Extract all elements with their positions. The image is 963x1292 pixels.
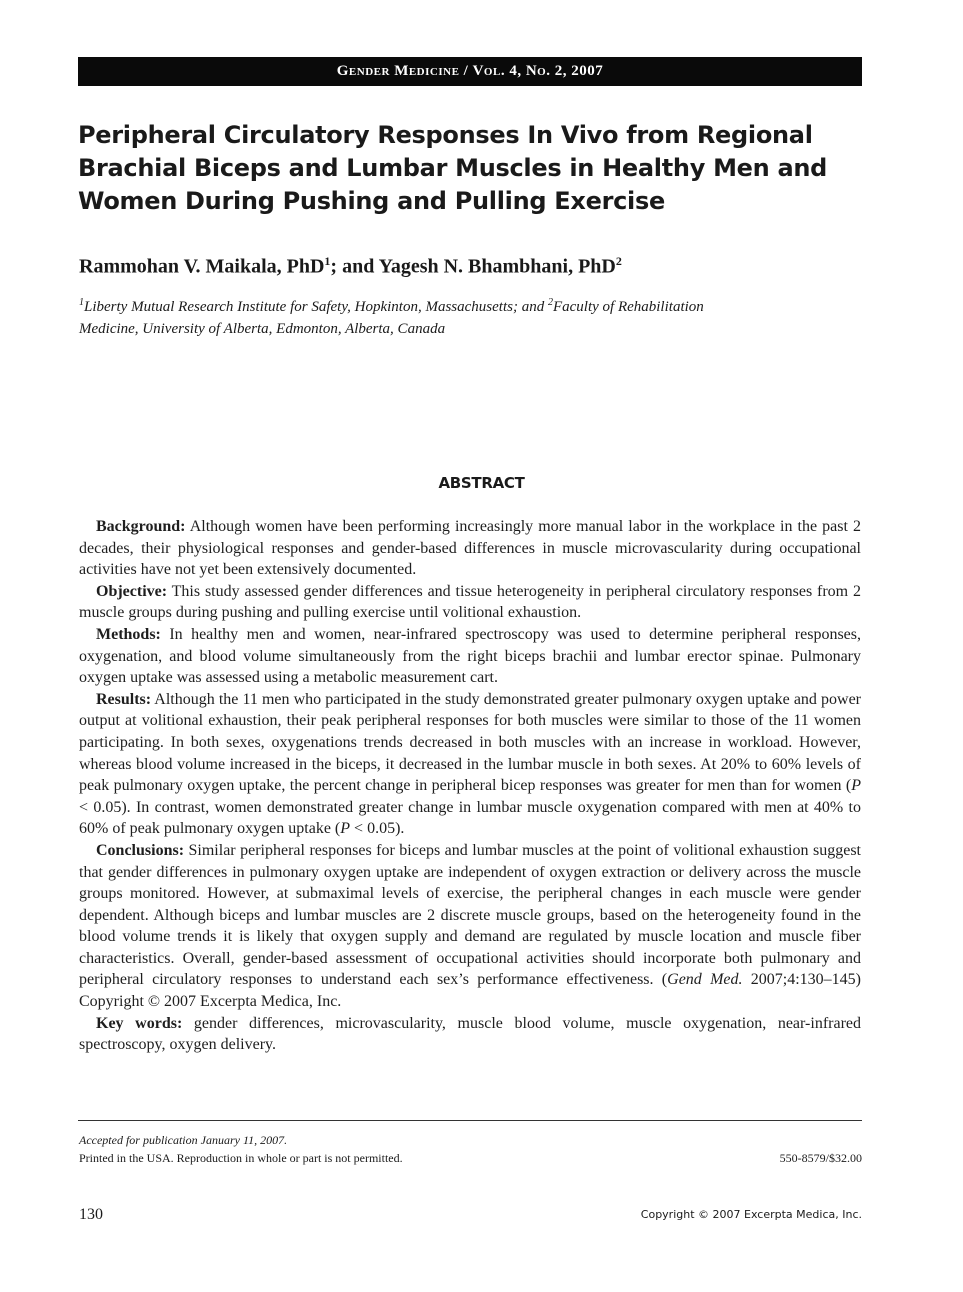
section-label: Objective: <box>96 582 168 600</box>
author-2: ; and Yagesh N. Bhambhani, PhD <box>330 255 616 278</box>
footer-divider <box>78 1120 862 1121</box>
section-text: gender differences, microvascularity, muscle blood volume, muscle oxygenation, near-infrared spectroscopy, oxygen delivery. <box>79 1014 862 1054</box>
author-1: Rammohan V. Maikala, PhD <box>79 255 325 278</box>
issn-price-code: 550-8579/$32.00 <box>779 1151 862 1165</box>
section-text: Although women have been performing increasingly more manual labor in the workplace in the past 2 decades, their physiological responses and gender-based differences in muscle microvascularity during occupational activities have not yet been extensively documented. <box>79 518 861 579</box>
section-text: This study assessed gender differences and tissue heterogeneity in peripheral circulatory responses from 2 muscle groups during pushing and pulling exercise until volitional exhaustion. <box>79 582 861 622</box>
affiliation-1-text: Liberty Mutual Research Institute for Safety, Hopkinton, Massachusetts; and <box>84 299 548 315</box>
author-list <box>79 254 622 279</box>
journal-header-bar: Gender Medicine / Vol. 4, No. 2, 2007 <box>78 57 862 86</box>
section-label: Conclusions: <box>96 841 185 859</box>
affiliation-line-2: Medicine, University of Alberta, Edmonton, Alberta, Canada <box>79 321 446 337</box>
abstract-conclusions <box>79 840 861 1013</box>
abstract-body <box>79 516 861 1056</box>
section-label: Results: <box>96 690 152 708</box>
citation-journal: Gend Med. <box>667 971 743 989</box>
page-number: 130 <box>79 1206 103 1223</box>
author-1-affiliation-mark: 1 <box>324 254 331 268</box>
journal-name: Gender Medicine <box>336 63 460 79</box>
abstract-heading: ABSTRACT <box>438 474 525 492</box>
footer-copyright: Copyright © 2007 Excerpta Medica, Inc. <box>640 1208 862 1221</box>
abstract-background <box>79 516 861 581</box>
section-text: < 0.05). <box>350 820 405 838</box>
abstract-methods <box>79 624 861 689</box>
section-label: Background: <box>96 518 186 535</box>
section-label: Key words: <box>96 1014 183 1032</box>
section-text: < 0.05). In contrast, women demonstrated greater change in lumbar muscle oxygenation compared with men at 40% to 60% of peak pulmonary oxygen uptake ( <box>79 798 861 838</box>
section-text: In healthy men and women, near-infrared spectroscopy was used to determine peripheral responses, oxygenation, and blood volume simultaneously from the right biceps brachii and lumbar erector spinae. Pulmonary oxygen uptake was assessed using a metabolic measurement cart. <box>79 625 861 687</box>
p-value-symbol: P <box>340 820 351 838</box>
print-notice: Printed in the USA. Reproduction in whole or part is not permitted. <box>79 1151 403 1165</box>
affiliation-mark-2: 2 <box>547 297 553 308</box>
journal-volume: Vol. 4, No. 2, 2007 <box>472 63 604 79</box>
abstract-results <box>79 689 861 840</box>
title-line: Peripheral Circulatory Responses In Vivo from Regional <box>78 121 813 149</box>
section-text: Similar peripheral responses for biceps and lumbar muscles at the point of volitional exhaustion suggest that gender differences in pulmonary oxygen uptake are independent of oxygen extraction or delivery across the muscle groups monitored. However, at submaximal levels of exercise, the peripheral changes in each muscle were gender dependent. Although biceps and lumbar muscles are 2 discrete muscle groups, based on the heterogeneity found in the blood volume trends it is likely that oxygen supply and demand are regulated by muscle location and muscle fiber characteristics. Overall, gender-based assessment of occupational activities should incorporate both pulmonary and peripheral circulatory responses to understand each sex’s performance effectiveness. ( <box>79 841 861 989</box>
affiliations <box>79 292 869 340</box>
section-label: Methods: <box>96 625 161 643</box>
affiliation-mark-1: 1 <box>79 297 84 308</box>
title-line: Women During Pushing and Pulling Exercise <box>78 187 665 215</box>
section-text: 2007;4:130–145) Copyright © 2007 Excerpta Medica, Inc. <box>79 971 861 1011</box>
section-text: Although the 11 men who participated in the study demonstrated greater pulmonary oxygen uptake and power output at volitional exhaustion, their peak peripheral responses for both muscles were similar to those of the 11 women participating. In both sexes, oxygenations trends decreased in both muscles with an increase in workload. However, whereas blood volume increased in the biceps, it decreased in the lumbar muscle in both sexes. At 20% to 60% levels of peak pulmonary oxygen uptake, the percent change in peripheral bicep responses was greater for men than for women ( <box>79 690 861 795</box>
abstract-objective <box>79 581 861 624</box>
p-value-symbol: P <box>851 777 861 795</box>
article-title <box>78 119 878 218</box>
title-line: Brachial Biceps and Lumbar Muscles in Healthy Men and <box>78 154 828 182</box>
author-2-affiliation-mark: 2 <box>615 254 622 268</box>
accepted-date: Accepted for publication January 11, 2007. <box>79 1133 288 1147</box>
affiliation-line <box>79 292 869 318</box>
affiliation-2-text: Faculty of Rehabilitation <box>552 299 704 315</box>
abstract-keywords <box>79 1013 861 1056</box>
